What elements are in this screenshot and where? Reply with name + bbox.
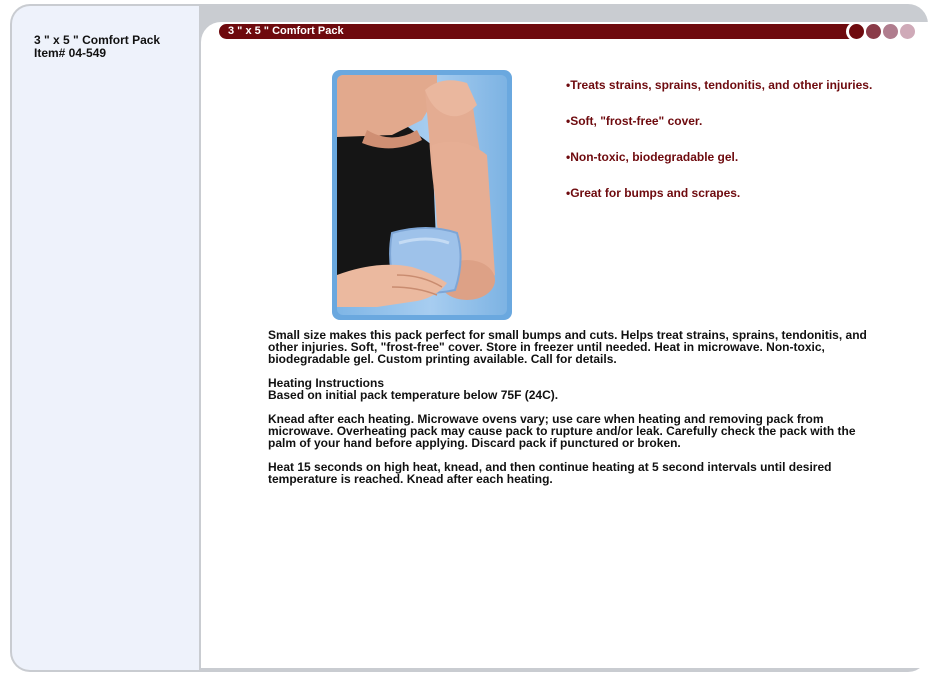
main-content	[201, 22, 938, 668]
elbow-with-cold-pack-icon	[337, 75, 507, 315]
title-bar	[219, 24, 851, 39]
heating-heading: Heating Instructions	[268, 376, 385, 390]
page-title: 3 " x 5 " Comfort Pack	[228, 25, 344, 37]
sidebar-title-block	[34, 34, 160, 60]
feature-item: •Great for bumps and scrapes.	[566, 186, 741, 200]
decorative-dots	[846, 22, 920, 41]
feature-item: •Treats strains, sprains, tendonitis, and other injuries.	[566, 78, 873, 92]
sidebar-item-number: Item# 04-549	[34, 46, 107, 60]
product-photo	[332, 70, 512, 320]
heating-knead-note: Knead after each heating. Microwave ovens vary; use care when heating and removing pack from microwave. Overheating pack may cause pack to rupture and/or leak. Carefully check the pack with the palm of your hand before applying. Discard pack if punctured or broken.	[268, 412, 856, 450]
feature-item: •Soft, "frost-free" cover.	[566, 114, 703, 128]
sidebar	[12, 6, 199, 670]
product-description: Small size makes this pack perfect for small bumps and cuts. Helps treat strains, sprains, tendonitis, and other injuries. Soft, "frost-free" cover. Store in freezer until needed. Heat in microwave. Non-toxic, biodegradable gel. Custom printing available. Call for details.	[268, 328, 867, 366]
dot-icon	[866, 24, 881, 39]
feature-item: •Non-toxic, biodegradable gel.	[566, 150, 739, 164]
heating-basis: Based on initial pack temperature below 75F (24C).	[268, 388, 559, 402]
dot-icon	[883, 24, 898, 39]
dot-icon	[849, 24, 864, 39]
heating-procedure: Heat 15 seconds on high heat, knead, and then continue heating at 5 second intervals until desired temperature is reached. Knead after each heating.	[268, 460, 832, 486]
dot-icon	[900, 24, 915, 39]
product-description-block	[268, 329, 878, 497]
sidebar-product-name: 3 " x 5 " Comfort Pack	[34, 33, 161, 47]
feature-list	[566, 78, 906, 222]
heating-section	[268, 377, 878, 401]
